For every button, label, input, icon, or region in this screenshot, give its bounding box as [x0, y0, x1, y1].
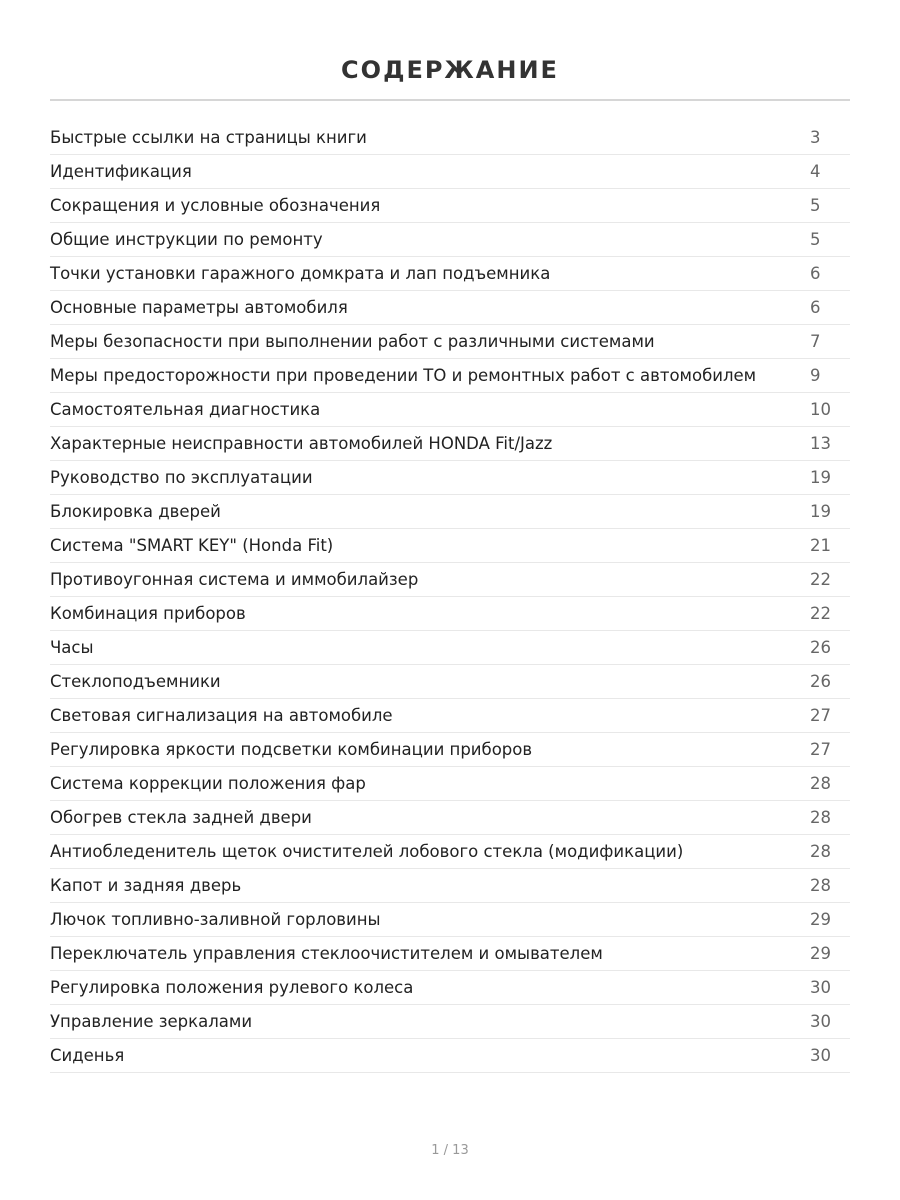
toc-entry[interactable] — [50, 903, 850, 937]
toc-entry-title[interactable]: Идентификация — [50, 162, 192, 181]
toc-entry-title[interactable]: Блокировка дверей — [50, 502, 221, 521]
toc-entry-title[interactable]: Сокращения и условные обозначения — [50, 196, 381, 215]
toc-entry[interactable] — [50, 529, 850, 563]
toc-entry-page-number: 9 — [810, 366, 821, 385]
toc-entry[interactable] — [50, 835, 850, 869]
toc-entry[interactable] — [50, 767, 850, 801]
toc-entry-title[interactable]: Управление зеркалами — [50, 1012, 253, 1031]
toc-entry-page-number: 6 — [810, 264, 821, 283]
toc-entry-title[interactable]: Регулировка положения рулевого колеса — [50, 978, 414, 997]
toc-entry[interactable] — [50, 189, 850, 223]
toc-entry-title[interactable]: Характерные неисправности автомобилей HONDA Fit/Jazz — [50, 434, 553, 453]
toc-entry[interactable] — [50, 563, 850, 597]
toc-entry-page-number: 3 — [810, 128, 821, 147]
toc-entry[interactable] — [50, 1039, 850, 1073]
toc-entry-page-number: 21 — [810, 536, 831, 555]
toc-entry-title[interactable]: Обогрев стекла задней двери — [50, 808, 312, 827]
toc-entry-title[interactable]: Часы — [50, 638, 94, 657]
toc-entry-page-number: 5 — [810, 230, 821, 249]
title-divider — [50, 99, 850, 101]
toc-entry-title[interactable]: Система коррекции положения фар — [50, 774, 366, 793]
toc-entry-page-number: 22 — [810, 604, 831, 623]
toc-entry[interactable] — [50, 393, 850, 427]
page-counter: 1 / 13 — [431, 1143, 469, 1158]
toc-entry-title[interactable]: Точки установки гаражного домкрата и лап подъемника — [50, 264, 551, 283]
toc-entry-page-number: 19 — [810, 502, 831, 521]
toc-entry-title[interactable]: Антиобледенитель щеток очистителей лобового стекла (модификации) — [50, 842, 684, 861]
toc-entry-title[interactable]: Меры безопасности при выполнении работ с различными системами — [50, 332, 655, 351]
toc-entry[interactable] — [50, 699, 850, 733]
toc-entry[interactable] — [50, 359, 850, 393]
toc-entry-page-number: 30 — [810, 1012, 831, 1031]
toc-entry[interactable] — [50, 665, 850, 699]
toc-entry[interactable] — [50, 937, 850, 971]
toc-entry-title[interactable]: Лючок топливно-заливной горловины — [50, 910, 381, 929]
toc-entry-title[interactable]: Руководство по эксплуатации — [50, 468, 313, 487]
toc-entry-title[interactable]: Регулировка яркости подсветки комбинации приборов — [50, 740, 533, 759]
toc-entry[interactable] — [50, 121, 850, 155]
toc-entry-title[interactable]: Меры предосторожности при проведении ТО и ремонтных работ с автомобилем — [50, 366, 757, 385]
toc-entry-title[interactable]: Противоугонная система и иммобилайзер — [50, 570, 419, 589]
toc-entry-title[interactable]: Сиденья — [50, 1046, 125, 1065]
toc-entry-page-number: 7 — [810, 332, 821, 351]
toc-entry-page-number: 28 — [810, 876, 831, 895]
toc-entry-page-number: 28 — [810, 808, 831, 827]
table-of-contents — [50, 121, 850, 1073]
toc-entry[interactable] — [50, 495, 850, 529]
toc-entry-page-number: 19 — [810, 468, 831, 487]
toc-entry-title[interactable]: Световая сигнализация на автомобиле — [50, 706, 393, 725]
toc-entry-page-number: 27 — [810, 740, 831, 759]
toc-entry[interactable] — [50, 223, 850, 257]
toc-entry-page-number: 30 — [810, 1046, 831, 1065]
toc-entry-title[interactable]: Общие инструкции по ремонту — [50, 230, 323, 249]
toc-entry-page-number: 28 — [810, 774, 831, 793]
toc-entry[interactable] — [50, 597, 850, 631]
toc-entry-page-number: 13 — [810, 434, 831, 453]
toc-entry[interactable] — [50, 801, 850, 835]
toc-entry-title[interactable]: Самостоятельная диагностика — [50, 400, 321, 419]
toc-entry-page-number: 10 — [810, 400, 831, 419]
toc-entry[interactable] — [50, 733, 850, 767]
page-title: СОДЕРЖАНИЕ — [341, 56, 559, 85]
toc-entry[interactable] — [50, 869, 850, 903]
toc-entry-page-number: 28 — [810, 842, 831, 861]
toc-entry[interactable] — [50, 155, 850, 189]
toc-entry-page-number: 4 — [810, 162, 821, 181]
toc-entry[interactable] — [50, 257, 850, 291]
toc-entry-title[interactable]: Капот и задняя дверь — [50, 876, 242, 895]
toc-entry-title[interactable]: Быстрые ссылки на страницы книги — [50, 128, 367, 147]
toc-entry-page-number: 5 — [810, 196, 821, 215]
toc-entry[interactable] — [50, 291, 850, 325]
toc-entry-title[interactable]: Система "SMART KEY" (Honda Fit) — [50, 536, 334, 555]
toc-entry-page-number: 30 — [810, 978, 831, 997]
toc-entry-page-number: 29 — [810, 944, 831, 963]
toc-entry[interactable] — [50, 1005, 850, 1039]
toc-entry-page-number: 27 — [810, 706, 831, 725]
toc-entry-page-number: 26 — [810, 638, 831, 657]
toc-entry-title[interactable]: Основные параметры автомобиля — [50, 298, 348, 317]
toc-entry[interactable] — [50, 427, 850, 461]
toc-entry-title[interactable]: Стеклоподъемники — [50, 672, 221, 691]
toc-entry-page-number: 26 — [810, 672, 831, 691]
toc-entry[interactable] — [50, 461, 850, 495]
toc-entry-page-number: 6 — [810, 298, 821, 317]
toc-entry-title[interactable]: Комбинация приборов — [50, 604, 246, 623]
toc-entry[interactable] — [50, 631, 850, 665]
toc-entry-page-number: 29 — [810, 910, 831, 929]
toc-entry-page-number: 22 — [810, 570, 831, 589]
toc-entry[interactable] — [50, 971, 850, 1005]
toc-entry[interactable] — [50, 325, 850, 359]
toc-entry-title[interactable]: Переключатель управления стеклоочистителем и омывателем — [50, 944, 603, 963]
